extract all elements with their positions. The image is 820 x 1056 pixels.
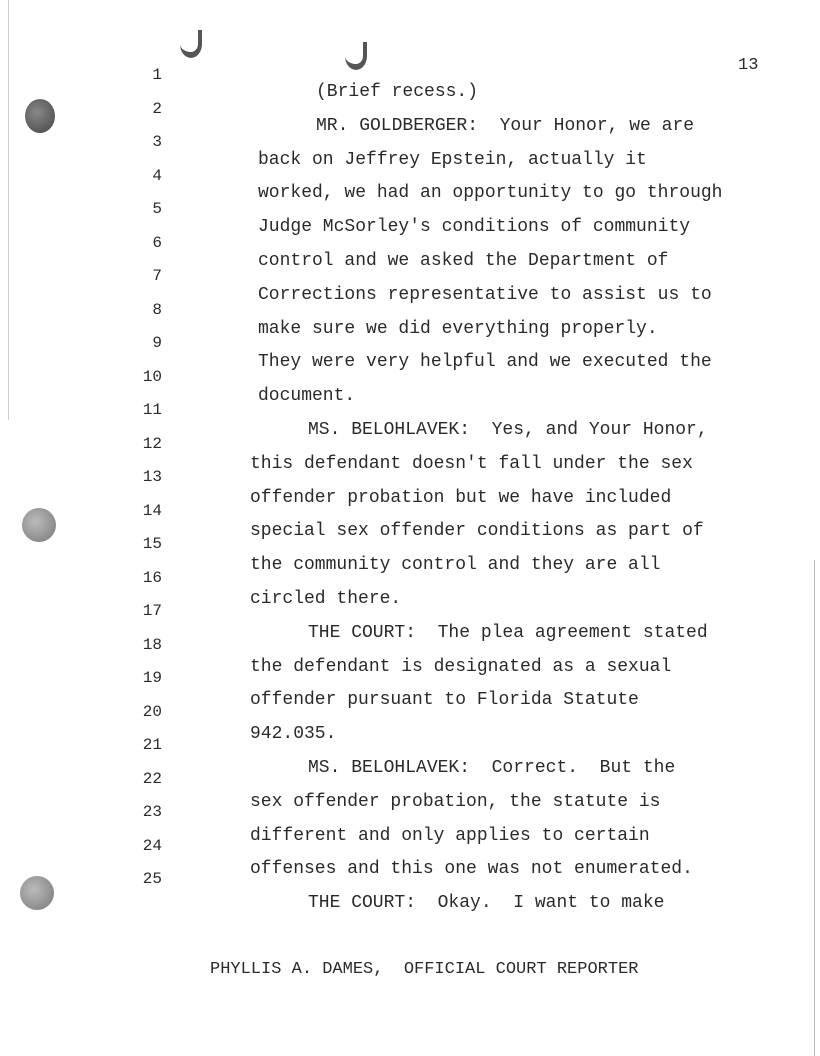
line-number: 6 (152, 233, 162, 252)
transcript-line: the community control and they are all (250, 555, 661, 576)
transcript-line: MS. BELOHLAVEK: Yes, and Your Honor, (308, 420, 708, 440)
transcript-line: THE COURT: The plea agreement stated (308, 622, 708, 643)
transcript-line: special sex offender conditions as part of (250, 521, 704, 542)
line-number: 1 (152, 66, 162, 84)
transcript-line: offenses and this one was not enumerated. (250, 859, 693, 880)
page-edge-right (814, 560, 815, 1056)
line-number: 7 (152, 267, 162, 285)
transcript-line: document. (258, 386, 356, 407)
staple-mark-left (180, 30, 202, 58)
line-number: 11 (142, 401, 162, 419)
staple-mark-right (345, 42, 367, 70)
transcript-line: THE COURT: Okay. I want to make (308, 893, 665, 914)
line-number: 13 (142, 468, 162, 486)
line-number: 5 (152, 200, 162, 218)
line-number: 19 (142, 669, 162, 687)
transcript-line: offender pursuant to Florida Statute (250, 690, 639, 711)
transcript-line: offender probation but we have included (250, 487, 672, 508)
transcript-line: worked, we had an opportunity to go through (258, 183, 723, 204)
punch-hole-middle (22, 508, 56, 542)
line-number: 9 (152, 334, 162, 352)
line-number: 17 (142, 602, 162, 620)
line-number: 21 (142, 736, 162, 754)
line-number: 3 (152, 133, 162, 151)
line-number: 2 (152, 99, 162, 118)
line-number: 18 (142, 635, 162, 654)
punch-hole-bottom (20, 876, 54, 910)
transcript-line: MS. BELOHLAVEK: Correct. But the (308, 758, 676, 778)
footer-reporter: PHYLLIS A. DAMES, OFFICIAL COURT REPORTER (210, 960, 639, 979)
line-number: 23 (142, 803, 162, 821)
line-number: 22 (142, 769, 162, 788)
line-number: 25 (142, 870, 162, 888)
transcript-line: make sure we did everything properly. (258, 318, 658, 339)
transcript-line: back on Jeffrey Epstein, actually it (258, 149, 647, 170)
transcript-line: (Brief recess.) (316, 82, 479, 102)
transcript-line: this defendant doesn't fall under the sex (250, 453, 693, 474)
transcript-line: Judge McSorley's conditions of community (258, 217, 691, 238)
transcript-line: They were very helpful and we executed the (258, 352, 712, 373)
line-number: 20 (142, 702, 162, 721)
line-number: 14 (142, 501, 162, 520)
line-number: 10 (142, 367, 162, 386)
transcript-line: 942.035. (250, 724, 337, 745)
line-number: 12 (142, 434, 162, 453)
page-number: 13 (738, 56, 759, 75)
line-number: 8 (152, 300, 162, 319)
transcript-line: different and only applies to certain (250, 825, 650, 846)
transcript-line: the defendant is designated as a sexual (250, 656, 672, 677)
page-edge-left (8, 0, 9, 420)
transcript-line: MR. GOLDBERGER: Your Honor, we are (316, 115, 695, 136)
transcript-line: circled there. (250, 589, 402, 609)
punch-hole-top (25, 99, 55, 133)
transcript-line: control and we asked the Department of (258, 251, 669, 271)
line-number: 15 (142, 535, 162, 553)
line-number: 16 (142, 568, 162, 587)
transcript-line: Corrections representative to assist us to (258, 284, 712, 305)
line-number: 4 (152, 166, 162, 185)
line-number: 24 (142, 836, 162, 855)
transcript-line: sex offender probation, the statute is (250, 791, 661, 812)
